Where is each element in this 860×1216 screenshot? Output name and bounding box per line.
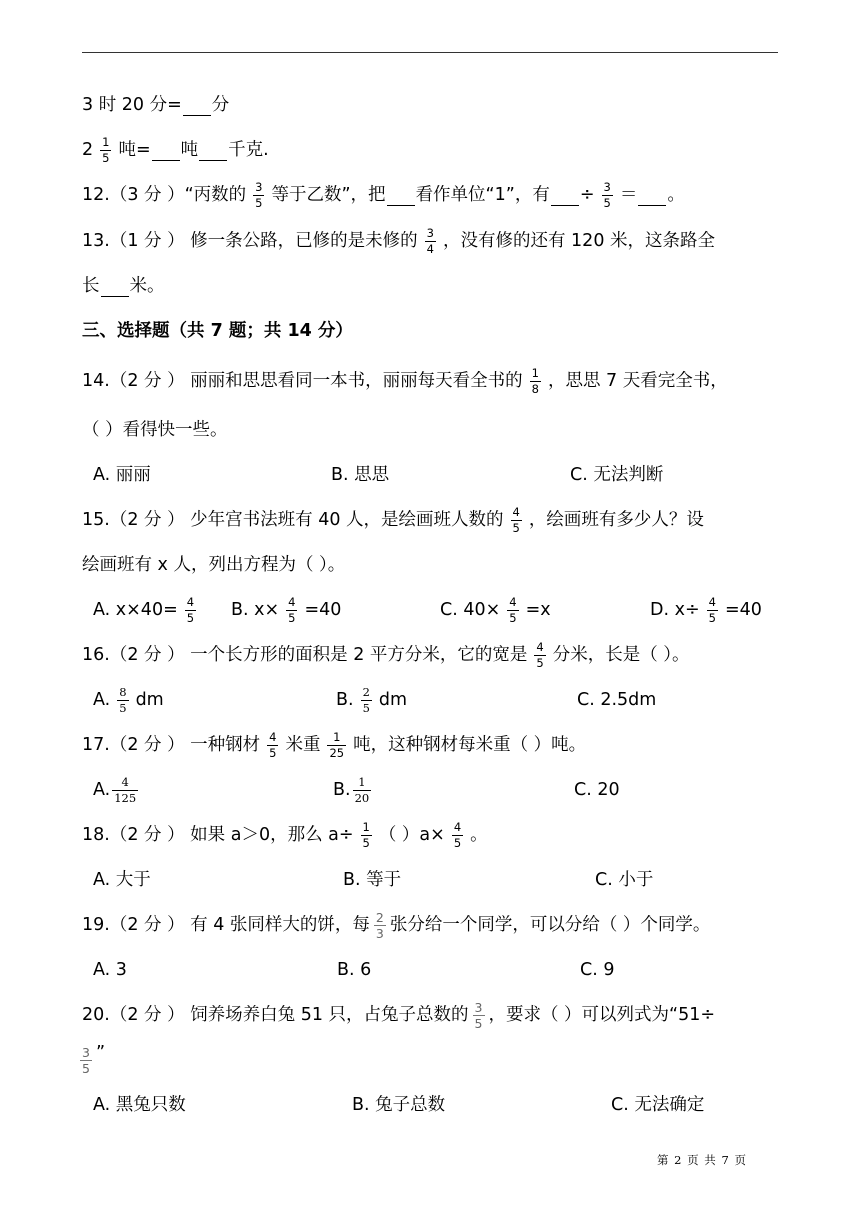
answer-blank[interactable] [387,185,415,206]
question-text: 13.（1 分 ） 修一条公路，已修的是未修的 [82,231,418,251]
question-text: 绘画班有 x 人，列出方程为（ ）。 [82,555,346,575]
question-text: 米。 [129,276,165,296]
question-text: ，绘画班有多少人？设 [528,510,704,530]
fraction: $\frac{4}{5}$ [708,594,716,625]
question-text: 等于乙数”，把 [271,185,386,205]
fraction: $\frac{3}{5}$ [474,999,483,1031]
answer-blank[interactable] [199,140,227,161]
question-text: 16.（2 分 ） 一个长方形的面积是 2 平方分米，它的宽是 [82,645,528,665]
option-a[interactable]: A. x×40= $\frac{4}{5}$ [93,594,195,625]
option-b[interactable]: B. $\frac{1}{20}$ [333,774,370,805]
fraction: $\frac{3}{5}$ [82,1044,90,1076]
question-14-cont [82,416,228,444]
section-title: 三、选择题（共 7 题；共 14 分） [82,321,353,341]
answer-blank[interactable] [101,276,129,297]
fraction: $\frac{3}{5}$ [603,179,611,210]
option-c[interactable]: C. 无法确定 [611,1095,705,1115]
question-20 [82,1001,715,1029]
fraction: $\frac{1}{8}$ [531,365,539,396]
question-text: 20.（2 分 ） 饲养场养白兔 51 只，占兔子总数的 [82,1005,469,1025]
text: 吨= [118,140,151,160]
question-15-cont [82,551,345,579]
option-b[interactable]: B. $\frac{2}{5}$ dm [336,684,408,715]
question-text: 张分给一个同学，可以分给（ ）个同学。 [389,915,711,935]
fraction: $\frac{4}{125}$ [114,774,137,805]
question-text: （ ）a× [378,825,445,845]
option-a[interactable]: A. $\frac{8}{5}$ dm [93,684,164,715]
text: 分 [211,95,230,115]
question-18 [82,821,488,849]
option-c[interactable]: C. 小于 [595,870,654,890]
fraction: $\frac{1}{20}$ [354,774,370,805]
option-c[interactable]: C. 20 [574,780,620,800]
question-text: 19.（2 分 ） 有 4 张同样大的饼，每 [82,915,370,935]
question-text: 看作单位“1”，有 [415,185,550,205]
text: 3 时 20 分= [82,95,182,115]
question-text: 长 [82,276,100,296]
fraction: $\frac{8}{5}$ [119,684,127,715]
question-13-cont [82,272,165,300]
answer-blank[interactable] [183,95,211,116]
fraction: $\frac{1}{25}$ [329,729,345,760]
option-c[interactable]: C. 40× $\frac{4}{5}$ =x [440,594,551,625]
fraction: $\frac{4}{5}$ [269,729,277,760]
fraction: $\frac{1}{5}$ [102,134,110,165]
option-c[interactable]: C. 2.5dm [577,690,657,710]
total-pages: 7 [721,1153,729,1167]
option-b[interactable]: B. 等于 [343,870,402,890]
section-heading [82,317,353,345]
option-a[interactable]: A. 3 [93,960,127,980]
question-text: 12.（3 分 ）“丙数的 [82,185,247,205]
question-text: 17.（2 分 ） 一种钢材 [82,735,261,755]
option-b[interactable]: B. 兔子总数 [352,1095,446,1115]
equals-sign: ＝ [619,185,638,205]
question-text: 。 [470,825,488,845]
question-text: 吨，这种钢材每米重（ ）吨。 [353,735,587,755]
text: 千克. [228,140,269,160]
option-c[interactable]: C. 无法判断 [570,465,664,485]
fraction: $\frac{3}{5}$ [255,179,263,210]
question-13 [82,227,715,255]
option-d[interactable]: D. x÷ $\frac{4}{5}$ =40 [650,594,762,625]
question-15 [82,506,704,534]
mixed-whole: 2 [82,140,94,160]
fraction: $\frac{3}{4}$ [426,225,434,256]
header-rule [82,52,778,53]
answer-blank[interactable] [152,140,180,161]
fraction: $\frac{2}{5}$ [362,684,370,715]
question-text: 米重 [285,735,321,755]
fraction: $\frac{4}{5}$ [288,594,296,625]
question-text: ” [95,1043,106,1063]
question-text: （ ）看得快一些。 [82,420,228,440]
question-text: 15.（2 分 ） 少年宫书法班有 40 人，是绘画班人数的 [82,510,504,530]
question-20-cont [80,1043,106,1076]
text: 。 [667,185,685,205]
fraction: $\frac{4}{5}$ [509,594,517,625]
fill-line-hours-minutes [82,91,229,119]
fraction: $\frac{4}{5}$ [453,819,462,850]
question-text: 18.（2 分 ） 如果 a＞0，那么 a÷ [82,825,354,845]
fraction: $\frac{1}{5}$ [362,819,370,850]
answer-blank[interactable] [551,185,579,206]
question-text: ，没有修的还有 120 米，这条路全 [442,231,716,251]
question-text: 14.（2 分 ） 丽丽和思思看同一本书，丽丽每天看全书的 [82,371,523,391]
fraction: $\frac{2}{3}$ [375,909,384,941]
answer-blank[interactable] [638,185,666,206]
text: 吨 [180,140,199,160]
question-14 [82,367,728,395]
question-12 [82,181,685,209]
option-a[interactable]: A. 黑兔只数 [93,1095,186,1115]
option-a[interactable]: A. 大于 [93,870,151,890]
fraction: $\frac{4}{5}$ [512,504,520,535]
question-19 [82,911,710,939]
option-c[interactable]: C. 9 [580,960,615,980]
fraction: $\frac{4}{5}$ [186,594,195,625]
option-b[interactable]: B. x× $\frac{4}{5}$ =40 [231,594,342,625]
option-b[interactable]: B. 6 [337,960,372,980]
question-text: ，要求（ ）可以列式为“51÷ [488,1005,716,1025]
option-b[interactable]: B. 思思 [331,465,390,485]
divide-sign: ÷ [579,185,595,205]
question-text: ，思思 7 天看完全书， [547,371,728,391]
question-text: 分米，长是（ ）。 [552,645,690,665]
fraction: $\frac{4}{5}$ [536,639,544,670]
option-a[interactable]: A. $\frac{4}{125}$ [93,774,137,805]
fill-line-tons [82,136,269,164]
question-16 [82,641,690,669]
option-a[interactable]: A. 丽丽 [93,465,151,485]
page-footer: 第 2 页 共 7 页 [657,1153,746,1167]
question-17 [82,731,586,759]
page-number: 2 [674,1153,682,1167]
